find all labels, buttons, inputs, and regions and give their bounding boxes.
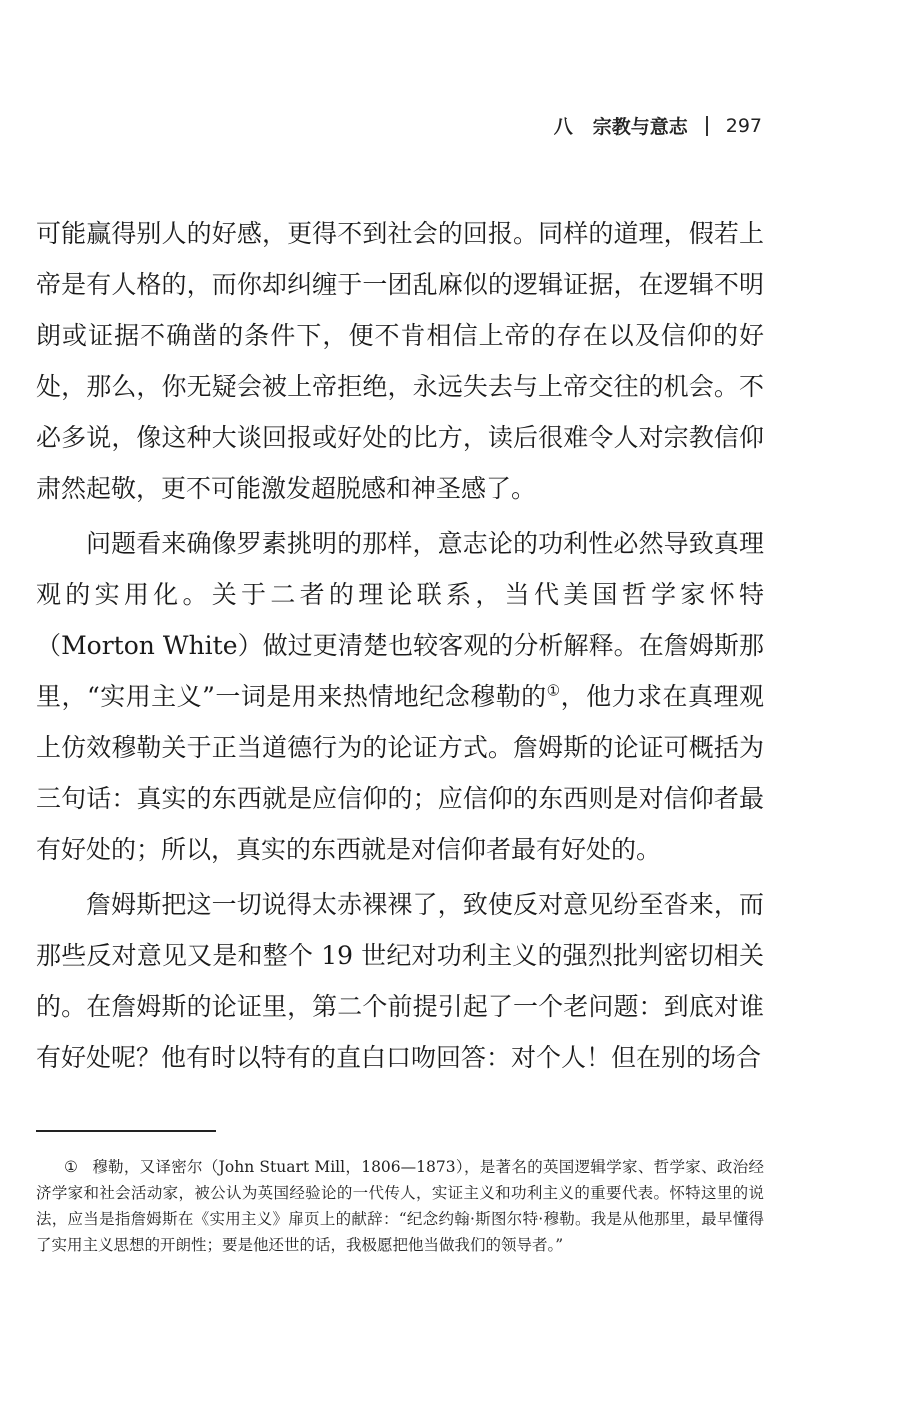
footnote-marker: ① bbox=[64, 1158, 78, 1176]
footnote bbox=[36, 1154, 764, 1258]
paragraph-2-text-a: 问题看来确像罗素挑明的那样，意志论的功利性必然导致真理观的实用化。关于二者的理论联系，当代美国哲学家怀特（Morton White）做过更清楚也较客观的分析解释。在詹姆斯那里，“实用主义”一词是用来热情地纪念穆勒的 bbox=[36, 529, 764, 711]
paragraph-2 bbox=[36, 518, 764, 875]
footnote-divider bbox=[36, 1130, 216, 1132]
paragraph-3: 詹姆斯把这一切说得太赤裸裸了，致使反对意见纷至沓来，而那些反对意见又是和整个 19 世纪对功利主义的强烈批判密切相关的。在詹姆斯的论证里，第二个前提引起了一个老问题：到底对谁有好处呢？他有时以特有的直白口吻回答：对个人！但在别的场合 bbox=[36, 890, 764, 1072]
paragraph-1: 可能赢得别人的好感，更得不到社会的回报。同样的道理，假若上帝是有人格的，而你却纠缠于一团乱麻似的逻辑证据，在逻辑不明朗或证据不确凿的条件下，便不肯相信上帝的存在以及信仰的好处，那么，你无疑会被上帝拒绝，永远失去与上帝交往的机会。不必多说，像这种大谈回报或好处的比方，读后很难令人对宗教信仰肃然起敬，更不可能激发超脱感和神圣感了。 bbox=[36, 219, 764, 503]
header-separator bbox=[706, 116, 708, 136]
footnote-reference[interactable]: ① bbox=[546, 681, 561, 700]
chapter-title: 宗教与意志 bbox=[592, 116, 688, 138]
running-header bbox=[554, 112, 762, 139]
page-number: 297 bbox=[725, 114, 762, 137]
body-text bbox=[36, 208, 764, 1083]
paragraph-2-text-b: ，他力求在真理观上仿效穆勒关于正当道德行为的论证方式。詹姆斯的论证可概括为三句话：真实的东西就是应信仰的；应信仰的东西则是对信仰者最有好处的；所以，真实的东西就是对信仰者最有好处的。 bbox=[36, 682, 764, 864]
footnote-text: 穆勒，又译密尔（John Stuart Mill，1806—1873），是著名的英国逻辑学家、哲学家、政治经济学家和社会活动家，被公认为英国经验论的一代传人，实证主义和功利主义的重要代表。怀特这里的说法，应当是指詹姆斯在《实用主义》扉页上的献辞：“纪念约翰·斯图尔特·穆勒。我是从他那里，最早懂得了实用主义思想的开朗性；要是他还世的话，我极愿把他当做我们的领导者。” bbox=[36, 1158, 764, 1254]
chapter-number: 八 bbox=[553, 116, 573, 138]
